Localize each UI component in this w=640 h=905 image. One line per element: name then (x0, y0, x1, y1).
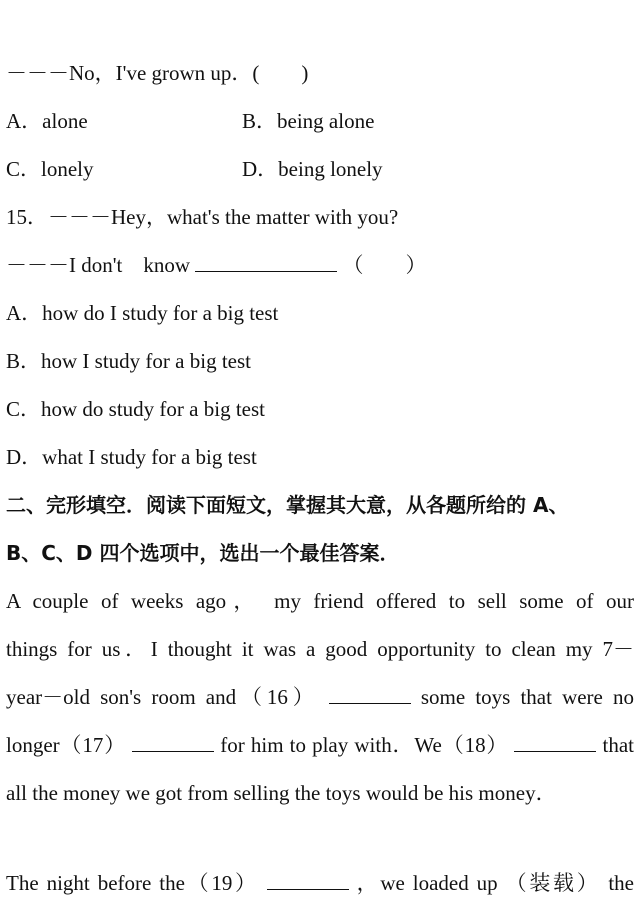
blank-19[interactable] (267, 871, 349, 890)
passage-line-4-part-c: that (602, 733, 635, 757)
q15-option-d: D．what I study for a big test (6, 445, 257, 469)
q15-option-b: B．how I study for a big test (6, 349, 251, 373)
q15-answer-line (6, 253, 427, 277)
passage-line-5: all the money we got from selling the toys would be his money． (6, 781, 557, 805)
q14-answer-line: －－－No，I've grown up．( ) (6, 61, 309, 85)
blank-16[interactable] (329, 685, 411, 704)
passage-line-6-part-b: ，we loaded up （装载） the (356, 871, 635, 895)
passage-line-4 (6, 733, 634, 757)
passage-line-3-part-a: year－old son's room and（16） (6, 685, 319, 709)
q14-option-a: A．alone (6, 109, 88, 133)
q15-answer-prefix: －－－I don't know (6, 253, 191, 277)
passage-line-3-part-b: some toys that were no (420, 685, 634, 709)
passage-line-6 (6, 871, 634, 895)
blank-18[interactable] (514, 733, 596, 752)
passage-line-4-part-b: for him to play with．We（18） (220, 733, 509, 757)
blank-17[interactable] (132, 733, 214, 752)
q14-option-b: B．being alone (242, 109, 375, 133)
q15-option-a: A．how do I study for a big test (6, 301, 279, 325)
q15-answer-suffix: （ ） (342, 253, 427, 277)
passage-line-4-part-a: longer（17） (6, 733, 127, 757)
q15-blank[interactable] (195, 253, 337, 272)
passage-line-2: things for us．I thought it was a good opportunity to clean my 7－ (6, 637, 634, 661)
passage-line-1: A couple of weeks ago， my friend offered to sell some of our (6, 589, 634, 613)
q14-option-c: C．lonely (6, 157, 94, 181)
section-heading-line-1: 二、完形填空．阅读下面短文，掌握其大意，从各题所给的 A、 (6, 493, 569, 517)
q14-option-d: D．being lonely (242, 157, 383, 181)
section-heading-line-2: B、C、D 四个选项中，选出一个最佳答案． (6, 541, 400, 565)
passage-line-6-part-a: The night before the（19） (6, 871, 259, 895)
q15-question: 15．－－－Hey，what's the matter with you? (6, 205, 399, 229)
passage-line-3 (6, 685, 634, 709)
q15-option-c: C．how do study for a big test (6, 397, 265, 421)
